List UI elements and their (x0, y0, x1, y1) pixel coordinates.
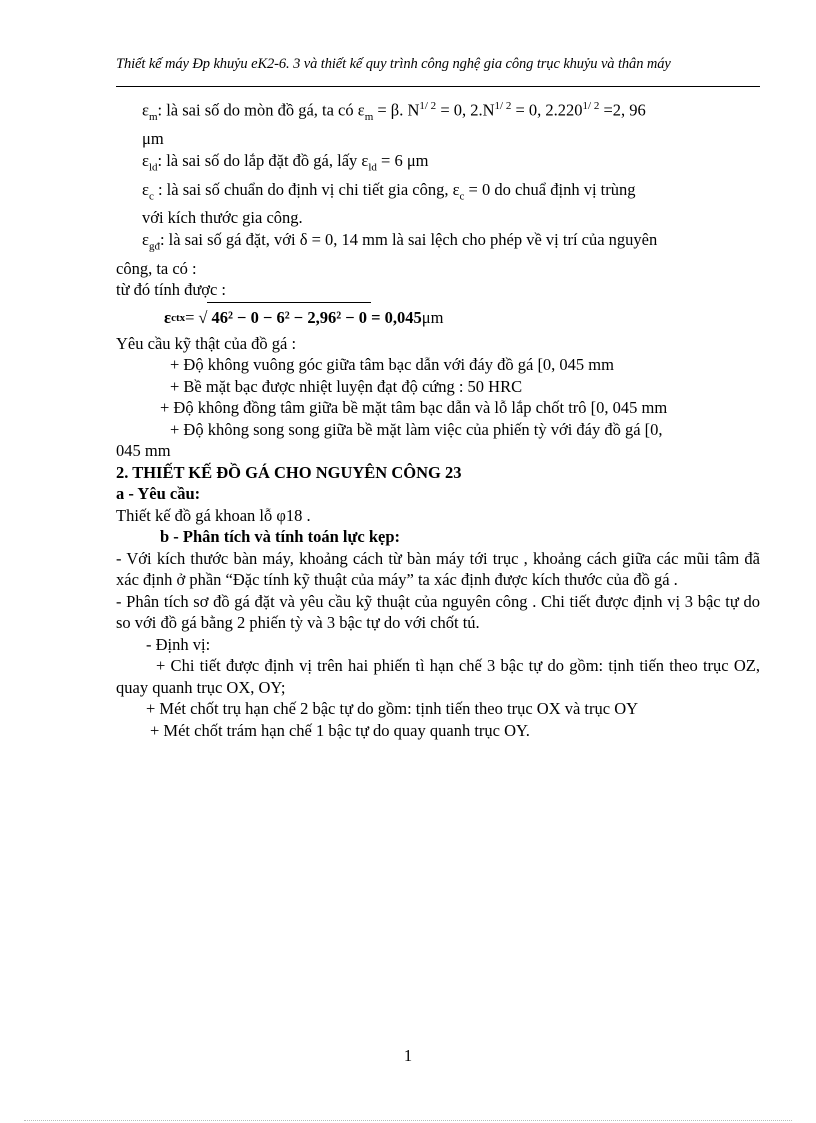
requirement-item: + Độ không song song giữa bề mặt làm việc của phiến tỳ với đáy đồ gá [0, (170, 419, 663, 439)
ec-definition: $\varepsilon_c$ : là sai số chuẩn do định vị chi tiết gia công, $\varepsilon_c = 0$ do chuẩ định vị trùng (142, 179, 636, 202)
dinh-vi-item: + Mét chốt trám hạn chế 1 bậc tự do quay quanh trục OY. (150, 720, 530, 740)
sqrt-radicand: 46² − 0 − 6² − 2,96² − 0 (207, 302, 371, 333)
egd-definition: $\varepsilon_{gđ}$: là sai số gá đặt, với δ = 0, 14 mm là sai lệch cho phép về vị trí của nguyên (142, 229, 658, 253)
paragraph: - Với kích thước bàn máy, khoảng cách từ bàn máy tới trục , khoảng cách giữa các mũi tâm đã xác định ở phần “Đặc tính kỹ thuật của máy” ta xác định được kích thước của đồ gá . (116, 548, 760, 590)
paragraph: - Phân tích sơ đồ gá đặt và yêu cầu kỹ thuật của nguyên công . Chi tiết được định vị 3 bậc tự do so với đồ gá bằng 2 phiến tỳ và 3 bậc tự do với chốt tú. (116, 591, 760, 633)
document-body (116, 96, 760, 741)
eld-definition: $\varepsilon_{ld}$: là sai số do lắp đặt đồ gá, lấy $\varepsilon_{ld} = 6$ μm (142, 150, 429, 174)
ec-continuation: với kích thước gia công. (142, 208, 303, 228)
page-number: 1 (403, 1046, 413, 1065)
dinh-vi-heading: - Định vị: (146, 634, 211, 654)
subsection-b-title: b - Phân tích và tính toán lực kẹp: (160, 527, 401, 547)
requirement-continuation: 045 mm (116, 441, 171, 461)
header-divider (116, 86, 760, 87)
dinh-vi-item: + Mét chốt trụ hạn chế 2 bậc tự do gồm: tịnh tiến theo trục OX và trục OY (146, 699, 639, 719)
subsection-a-title: a - Yêu cầu: (116, 484, 201, 504)
calc-intro: từ đó tính được : (116, 280, 227, 300)
error-formula: ε ctx = √ 46² − 0 − 6² − 2,96² − 0 = 0,045 μm (116, 303, 760, 333)
subsection-a-text: Thiết kế đồ gá khoan lỗ φ18 . (116, 505, 311, 525)
requirement-item: + Độ không vuông góc giữa tâm bạc dẫn với đáy đồ gá [0, 045 mm (170, 355, 614, 375)
page-header: Thiết kế máy Đp khuỷu eK2-6. 3 và thiết kế quy trình công nghệ gia công trục khuỷu và thân máy (116, 56, 671, 72)
dinh-vi-item: + Chi tiết được định vị trên hai phiến tì hạn chế 3 bậc tự do gồm: tịnh tiến theo trục OZ, quay quanh trục OX, OY; (116, 656, 760, 697)
requirement-item: + Bề mặt bạc được nhiệt luyện đạt độ cứng : 50 HRC (170, 376, 523, 396)
requirement-item: + Độ không đồng tâm giữa bề mặt tâm bạc dẫn và lỗ lắp chốt trô [0, 045 mm (160, 398, 668, 418)
egd-continuation: công, ta có : (116, 258, 197, 278)
page-bottom-border (24, 1120, 792, 1121)
em-unit: μm (142, 129, 164, 149)
sqrt-symbol: √ 46² − 0 − 6² − 2,96² − 0 (198, 302, 371, 333)
em-definition: $\varepsilon_m$: là sai số do mòn đồ gá, ta có $\varepsilon_m = \beta$. $N^{1/ 2} = 0$, $2.N^{1/ 2} = 0$, $2.220^{1/ 2} =2$, 96 (142, 100, 646, 123)
section-heading: 2. THIẾT KẾ ĐỒ GÁ CHO NGUYÊN CÔNG 23 (116, 462, 462, 482)
requirements-title: Yêu cầu kỹ thật của đồ gá : (116, 333, 297, 353)
